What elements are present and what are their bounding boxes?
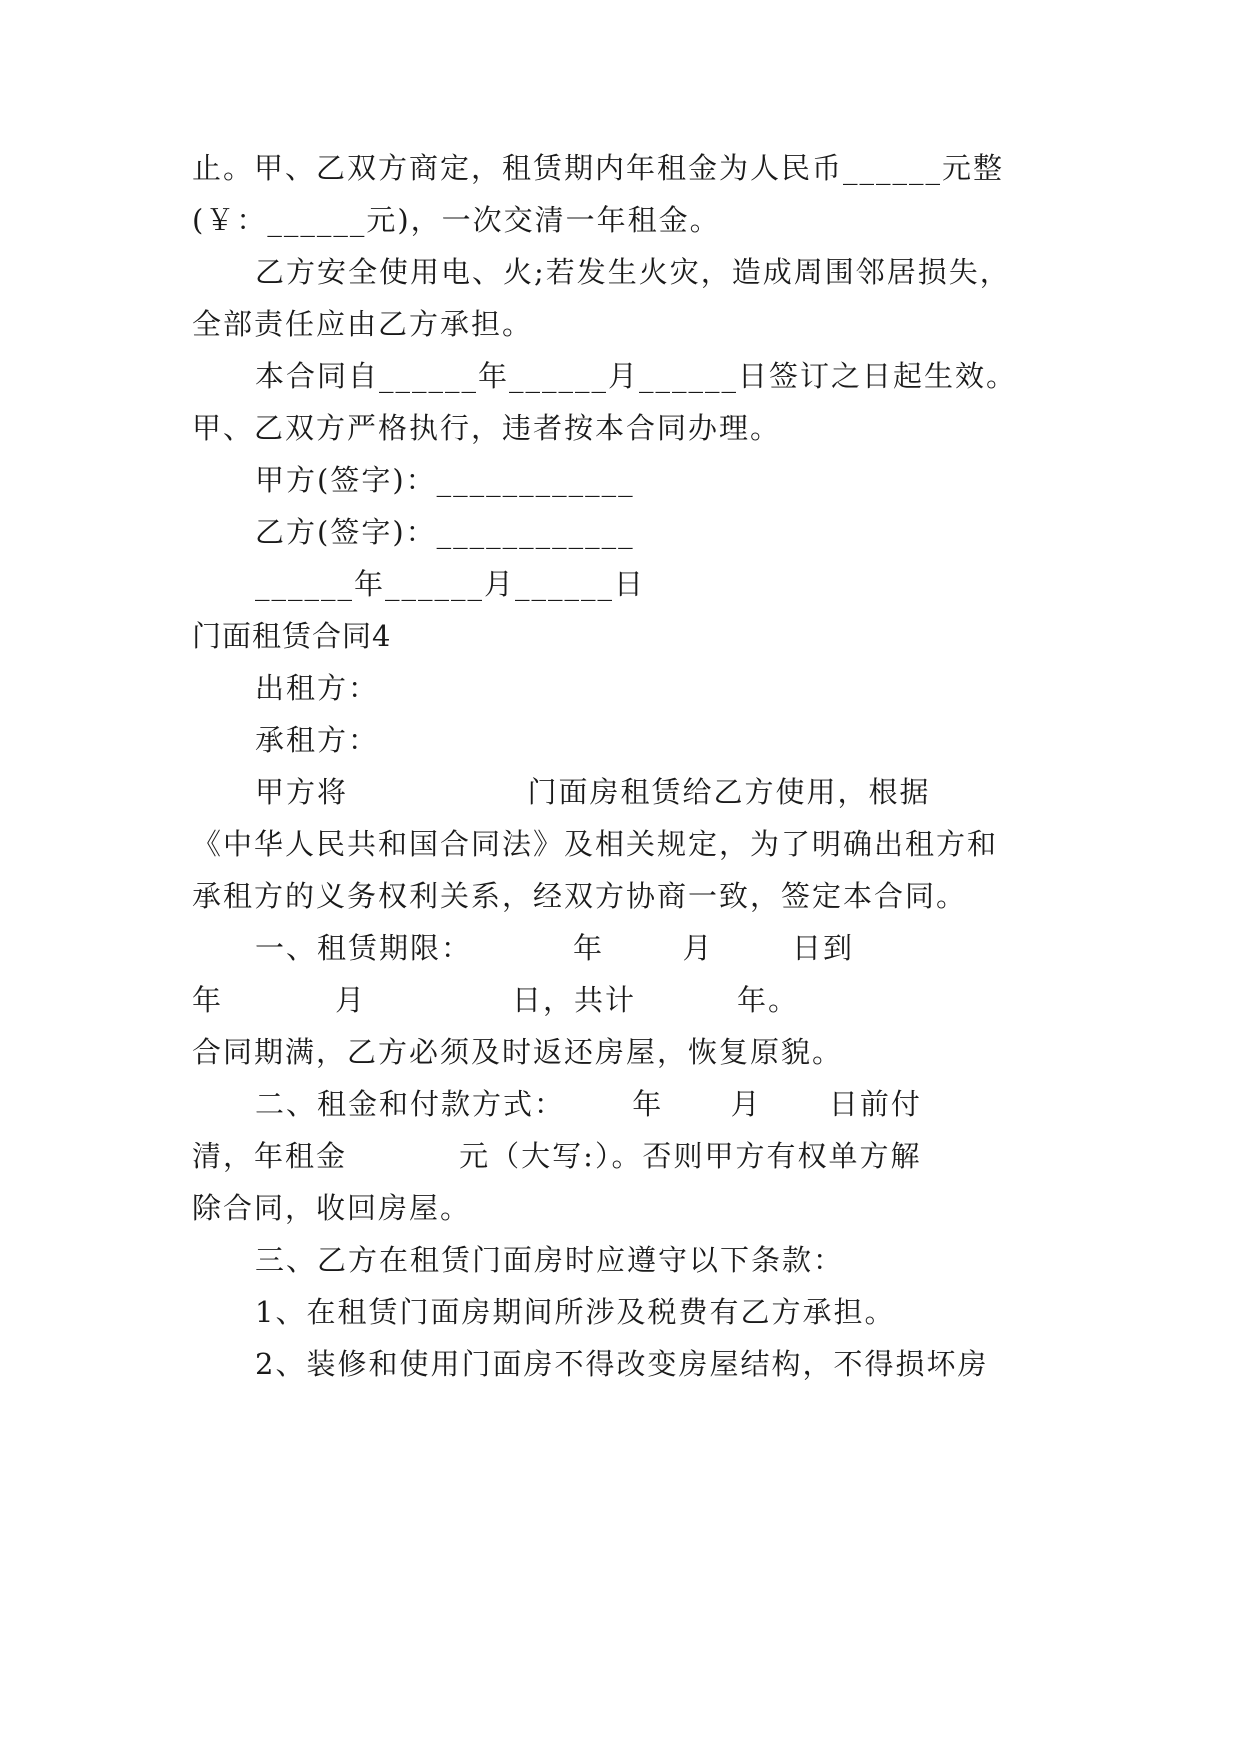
paragraph-line: 全部责任应由乙方承担。 xyxy=(192,307,534,341)
paragraph-line: 承租方的义务权利关系，经双方协商一致，签定本合同。 xyxy=(192,879,968,913)
lessor-label: 出租方： xyxy=(255,671,380,705)
paragraph-line: 止。甲、乙双方商定，租赁期内年租金为人民币______元整 xyxy=(192,151,1005,185)
contract-title: 门面租赁合同4 xyxy=(192,619,392,653)
paragraph-line: 《中华人民共和国合同法》及相关规定，为了明确出租方和 xyxy=(192,827,999,861)
clause-2-line: 二、租金和付款方式： 年 月 日前付 xyxy=(255,1087,922,1121)
paragraph-line: (￥：______元)，一次交清一年租金。 xyxy=(192,203,721,237)
paragraph-line: 本合同自______年______月______日签订之日起生效。 xyxy=(255,359,1018,393)
clause-3-item-2: 2、装修和使用门面房不得改变房屋结构，不得损坏房 xyxy=(255,1347,989,1381)
lessee-label: 承租方： xyxy=(255,723,380,757)
paragraph-line: 甲、乙双方严格执行，违者按本合同办理。 xyxy=(192,411,782,445)
clause-1-line: 一、租赁期限： 年 月 日到 xyxy=(255,931,855,965)
clause-3-heading: 三、乙方在租赁门面房时应遵守以下条款： xyxy=(255,1243,845,1277)
clause-1-line: 年 月 日，共计 年。 xyxy=(192,983,799,1017)
paragraph-line: 甲方将 门面房租赁给乙方使用，根据 xyxy=(255,775,931,809)
clause-2-line: 除合同，收回房屋。 xyxy=(192,1191,472,1225)
party-a-signature-line: 甲方(签字)：____________ xyxy=(255,463,635,497)
paragraph-line: 乙方安全使用电、火;若发生火灾，造成周围邻居损失， xyxy=(255,255,1011,289)
clause-1-line: 合同期满，乙方必须及时返还房屋，恢复原貌。 xyxy=(192,1035,844,1069)
clause-2-line: 清，年租金 元（大写:）。否则甲方有权单方解 xyxy=(192,1139,922,1173)
clause-3-item-1: 1、在租赁门面房期间所涉及税费有乙方承担。 xyxy=(255,1295,896,1329)
signature-date-line: ______年______月______日 xyxy=(255,567,646,601)
party-b-signature-line: 乙方(签字)：____________ xyxy=(255,515,635,549)
